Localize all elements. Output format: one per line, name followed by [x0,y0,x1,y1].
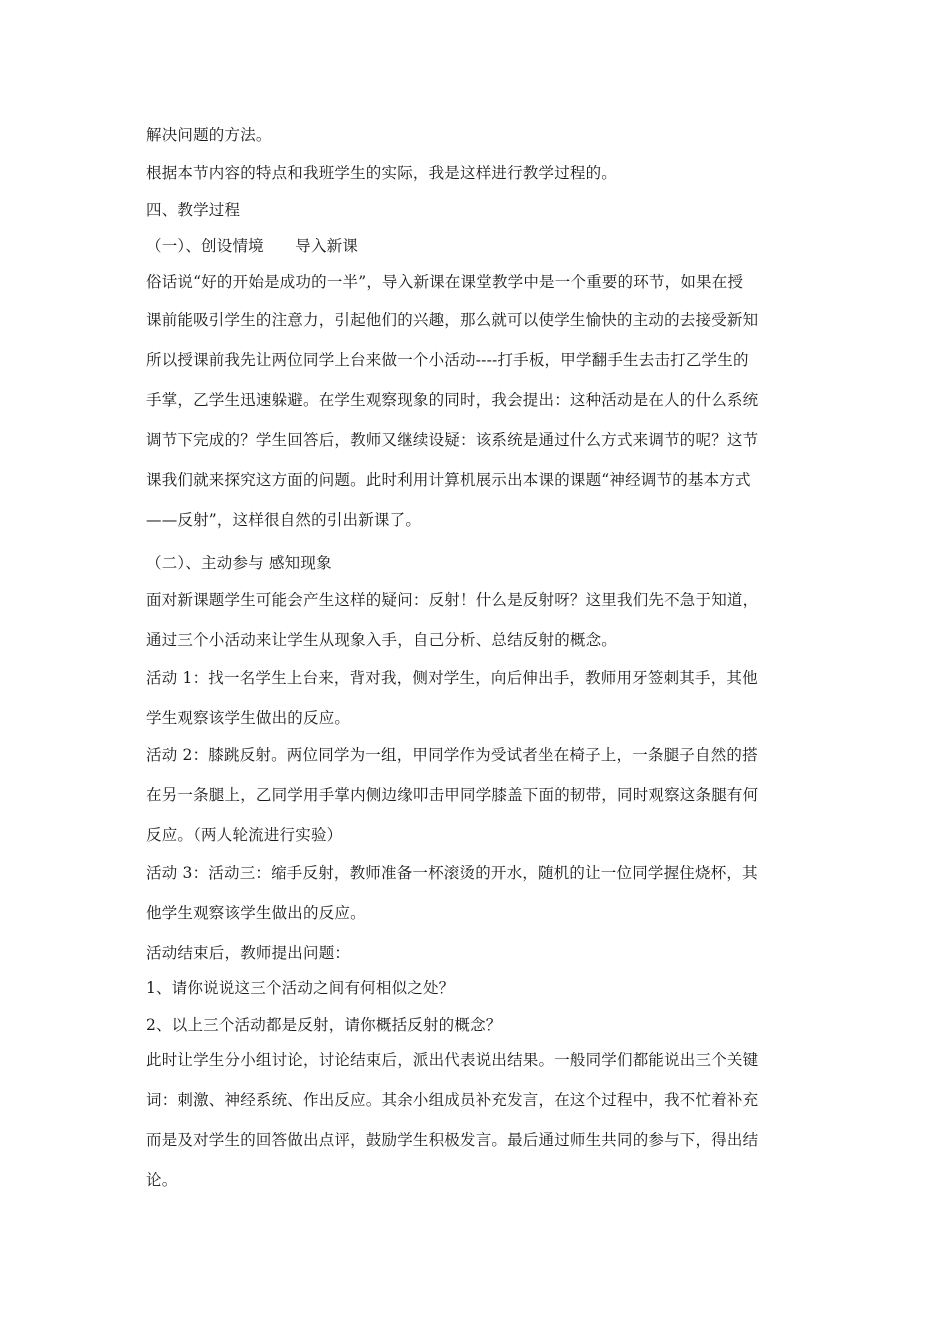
text-line: 论。 [146,1171,178,1189]
text-line: 活动 3：活动三：缩手反射，教师准备一杯滚烫的开水，随机的让一位同学握住烧杯，其 [146,864,758,882]
subsection-heading: （一）、创设情境 导入新课 [146,237,359,255]
text-line: 反应。（两人轮流进行实验） [146,826,343,844]
question-item: 2、以上三个活动都是反射，请你概括反射的概念？ [146,1016,502,1034]
subsection-heading: （二）、主动参与 感知现象 [146,554,332,572]
text-line: 所以授课前我先让两位同学上台来做一个小活动----打手板，甲学翻手生去击打乙学生的 [146,351,749,369]
text-line: 根据本节内容的特点和我班学生的实际，我是这样进行教学过程的。 [146,164,618,182]
text-line: 活动 2：膝跳反射。两位同学为一组，甲同学作为受试者坐在椅子上，一条腿子自然的搭 [146,746,758,764]
section-heading: 四、教学过程 [146,201,241,219]
text-line: 此时让学生分小组讨论，讨论结束后，派出代表说出结果。一般同学们都能说出三个关键 [146,1051,759,1069]
text-line: 面对新课题学生可能会产生这样的疑问：反射！什么是反射呀？这里我们先不急于知道， [146,591,759,609]
text-line: 活动结束后，教师提出问题： [146,944,351,962]
text-line: 学生观察该学生做出的反应。 [146,709,351,727]
text-line: 手掌，乙学生迅速躲避。在学生观察现象的同时，我会提出：这种活动是在人的什么系统 [146,391,759,409]
text-line: 通过三个小活动来让学生从现象入手，自己分析、总结反射的概念。 [146,631,618,649]
text-line: 活动 1：找一名学生上台来，背对我，侧对学生，向后伸出手，教师用牙签刺其手，其他 [146,669,758,687]
text-line: 他学生观察该学生做出的反应。 [146,904,366,922]
text-line: 调节下完成的？学生回答后，教师又继续设疑：该系统是通过什么方式来调节的呢？这节 [146,431,759,449]
text-line: 课前能吸引学生的注意力，引起他们的兴趣，那么就可以使学生愉快的主动的去接受新知 [146,311,759,329]
text-line: 词：刺激、神经系统、作出反应。其余小组成员补充发言，在这个过程中，我不忙着补充 [146,1091,759,1109]
text-line: 解决问题的方法。 [146,126,272,144]
text-line: 课我们就来探究这方面的问题。此时利用计算机展示出本课的课题“神经调节的基本方式 [146,471,751,489]
text-line: ——反射”，这样很自然的引出新课了。 [146,511,422,529]
text-line: 在另一条腿上，乙同学用手掌内侧边缘叩击甲同学膝盖下面的韧带，同时观察这条腿有何 [146,786,759,804]
text-line: 俗话说“好的开始是成功的一半”，导入新课在课堂教学中是一个重要的环节，如果在授 [146,273,744,291]
question-item: 1、请你说说这三个活动之间有何相似之处？ [146,979,455,997]
text-line: 而是及对学生的回答做出点评，鼓励学生积极发言。最后通过师生共同的参与下，得出结 [146,1131,759,1149]
